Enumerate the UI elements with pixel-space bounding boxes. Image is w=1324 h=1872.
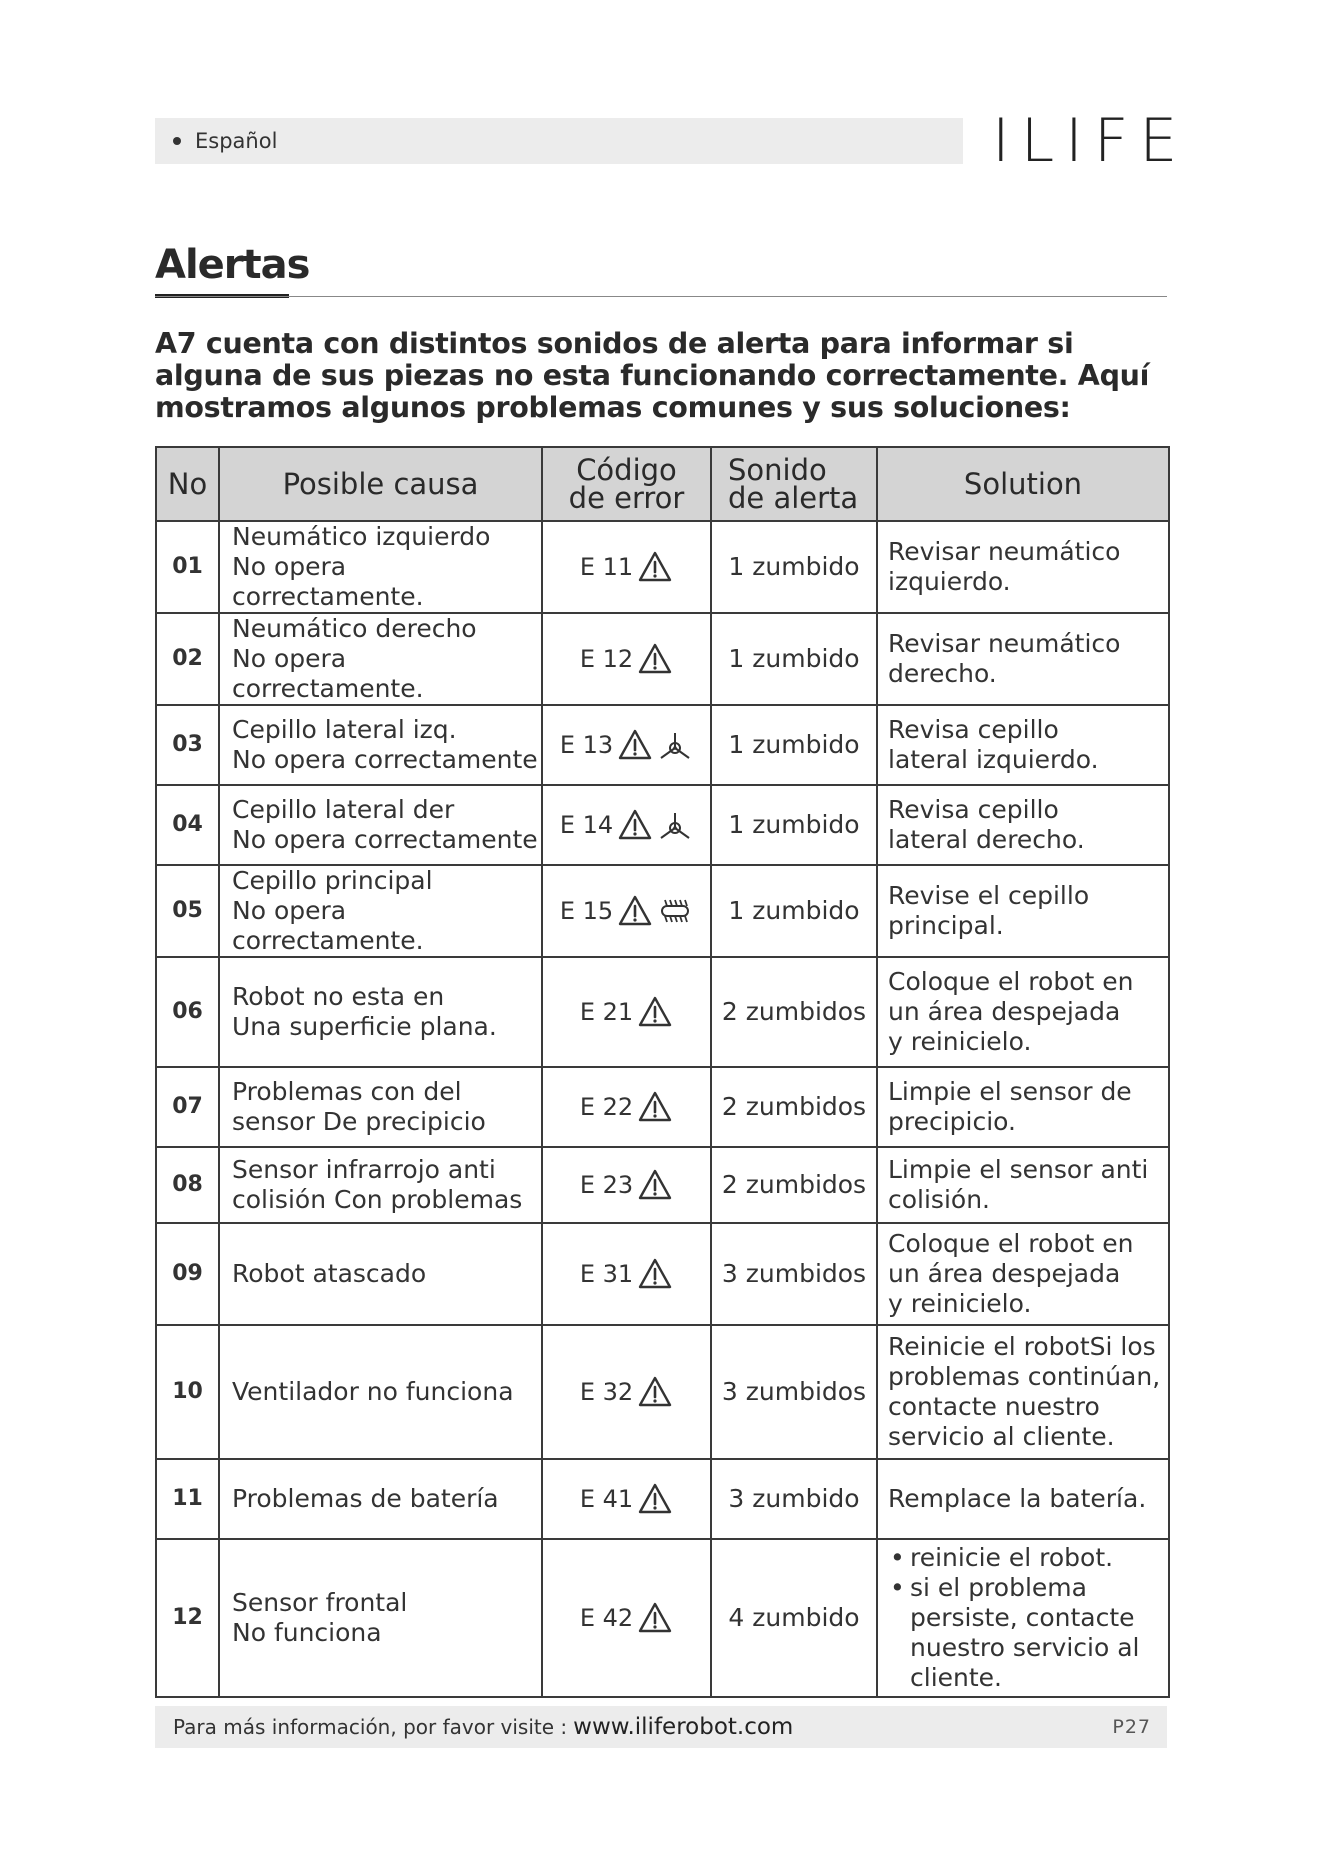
cause-line: Neumático izquierdo <box>232 522 491 551</box>
cause-line: Problemas con del <box>232 1077 462 1106</box>
error-code: E 42 <box>579 1604 634 1632</box>
main-brush-icon <box>657 894 693 928</box>
solution-cell <box>877 1067 1169 1147</box>
alert-sound-cell: 1 zumbido <box>711 785 877 865</box>
table-row <box>156 1223 1169 1325</box>
cause-line: Cepillo principal <box>232 866 433 895</box>
table-row <box>156 1067 1169 1147</box>
solution-cell <box>877 1459 1169 1539</box>
header-no: No <box>156 447 219 521</box>
cause-cell <box>219 1067 542 1147</box>
table-row <box>156 957 1169 1067</box>
row-number: 04 <box>156 785 219 865</box>
warning-icon <box>637 995 673 1029</box>
table-row <box>156 865 1169 957</box>
solution-line: Revisar neumático <box>888 629 1121 658</box>
warning-icon <box>637 642 673 676</box>
error-code: E 14 <box>559 811 614 839</box>
error-code: E 41 <box>579 1485 634 1513</box>
brand-logo: ILIFE <box>992 106 1189 176</box>
solution-line: Coloque el robot en <box>888 1229 1134 1258</box>
row-number: 03 <box>156 705 219 785</box>
solution-line: problemas continúan, <box>888 1362 1161 1391</box>
table-row <box>156 1539 1169 1697</box>
alert-sound-cell: 3 zumbido <box>711 1459 877 1539</box>
bullet-icon <box>173 137 181 145</box>
row-number: 08 <box>156 1147 219 1223</box>
solution-line: contacte nuestro <box>888 1392 1100 1421</box>
header-sound-line1: Sonido <box>728 453 827 487</box>
error-code: E 32 <box>579 1378 634 1406</box>
cause-cell <box>219 705 542 785</box>
solution-line: precipicio. <box>888 1107 1016 1136</box>
language-bar <box>155 118 963 164</box>
footer-bar <box>155 1706 1167 1748</box>
error-code-cell <box>542 785 711 865</box>
error-code: E 12 <box>579 645 634 673</box>
cause-line: sensor De precipicio <box>232 1107 486 1136</box>
table-row <box>156 785 1169 865</box>
cause-line: No opera correctamente <box>232 825 538 854</box>
cause-line: No funciona <box>232 1618 382 1647</box>
header-cause: Posible causa <box>219 447 542 521</box>
solution-line: derecho. <box>888 659 997 688</box>
table-row <box>156 705 1169 785</box>
warning-icon <box>617 894 653 928</box>
error-code: E 13 <box>559 731 614 759</box>
row-number: 02 <box>156 613 219 705</box>
error-code-cell <box>542 705 711 785</box>
error-code-cell <box>542 1067 711 1147</box>
page-title: Alertas <box>155 242 310 288</box>
cause-cell <box>219 521 542 613</box>
cause-cell <box>219 1459 542 1539</box>
cause-line: Ventilador no funciona <box>232 1377 514 1406</box>
error-code-cell <box>542 865 711 957</box>
page-number: P27 <box>1112 1716 1151 1738</box>
table-row <box>156 613 1169 705</box>
table-row <box>156 521 1169 613</box>
table-row <box>156 1147 1169 1223</box>
cause-line: Sensor infrarrojo anti <box>232 1155 496 1184</box>
warning-icon <box>637 1168 673 1202</box>
solution-line: un área despejada <box>888 997 1121 1026</box>
header-sound-line2: de alerta <box>728 481 859 515</box>
alert-sound-cell: 1 zumbido <box>711 865 877 957</box>
warning-icon <box>637 1601 673 1635</box>
solution-line: un área despejada <box>888 1259 1121 1288</box>
cause-cell <box>219 865 542 957</box>
error-code: E 15 <box>559 897 614 925</box>
cause-line: Cepillo lateral der <box>232 795 455 824</box>
row-number: 10 <box>156 1325 219 1459</box>
intro-paragraph: A7 cuenta con distintos sonidos de alerta para informar si alguna de sus piezas no esta funcionando correctamente. Aquí mostramos algunos problemas comunes y sus soluciones: <box>155 327 1150 424</box>
alert-sound-cell: 4 zumbido <box>711 1539 877 1697</box>
solution-cell <box>877 785 1169 865</box>
solution-line: y reinicielo. <box>888 1289 1032 1318</box>
cause-cell <box>219 1223 542 1325</box>
alert-sound-cell: 2 zumbidos <box>711 1067 877 1147</box>
solution-line: lateral izquierdo. <box>888 745 1099 774</box>
solution-line: lateral derecho. <box>888 825 1085 854</box>
cause-line: Robot no esta en <box>232 982 445 1011</box>
cause-cell <box>219 1147 542 1223</box>
solution-cell <box>877 1223 1169 1325</box>
alert-sound-cell: 3 zumbidos <box>711 1223 877 1325</box>
alert-sound-cell: 1 zumbido <box>711 613 877 705</box>
alerts-table-body <box>156 521 1169 1697</box>
cause-line: Neumático derecho <box>232 614 477 643</box>
solution-cell <box>877 957 1169 1067</box>
warning-icon <box>637 1257 673 1291</box>
table-row <box>156 1459 1169 1539</box>
solution-line: Coloque el robot en <box>888 967 1134 996</box>
side-brush-icon <box>657 728 693 762</box>
cause-line: No opera correctamente. <box>232 896 424 955</box>
solution-list <box>888 1543 1168 1693</box>
cause-cell <box>219 1539 542 1697</box>
solution-line: Revise el cepillo <box>888 881 1090 910</box>
error-code-cell <box>542 1325 711 1459</box>
alert-sound-cell: 2 zumbidos <box>711 1147 877 1223</box>
row-number: 06 <box>156 957 219 1067</box>
error-code: E 11 <box>579 553 634 581</box>
solution-bullet: • si el problema persiste, contacte nuestro servicio al cliente. <box>888 1573 1168 1693</box>
error-code: E 31 <box>579 1260 634 1288</box>
cause-cell <box>219 785 542 865</box>
alert-sound-cell: 2 zumbidos <box>711 957 877 1067</box>
language-label: Español <box>195 129 278 153</box>
solution-line: Limpie el sensor de <box>888 1077 1132 1106</box>
warning-icon <box>617 808 653 842</box>
alert-sound-cell: 1 zumbido <box>711 521 877 613</box>
alerts-table <box>155 446 1170 1698</box>
header-sound <box>711 447 877 521</box>
solution-cell <box>877 705 1169 785</box>
cause-line: No opera correctamente <box>232 745 538 774</box>
solution-line: y reinicielo. <box>888 1027 1032 1056</box>
cause-line: Cepillo lateral izq. <box>232 715 457 744</box>
cause-line: Problemas de batería <box>232 1484 499 1513</box>
row-number: 11 <box>156 1459 219 1539</box>
row-number: 12 <box>156 1539 219 1697</box>
alert-sound-cell: 1 zumbido <box>711 705 877 785</box>
solution-cell <box>877 521 1169 613</box>
warning-icon <box>637 1375 673 1409</box>
cause-line: No opera correctamente. <box>232 552 424 611</box>
error-code-cell <box>542 1539 711 1697</box>
cause-line: No opera correctamente. <box>232 644 424 703</box>
cause-line: Una superficie plana. <box>232 1012 497 1041</box>
warning-icon <box>637 1482 673 1516</box>
header-solution: Solution <box>877 447 1169 521</box>
error-code: E 22 <box>579 1093 634 1121</box>
solution-line: Limpie el sensor anti <box>888 1155 1149 1184</box>
row-number: 05 <box>156 865 219 957</box>
cause-line: Robot atascado <box>232 1259 427 1288</box>
error-code-cell <box>542 521 711 613</box>
title-rule <box>155 296 1167 297</box>
error-code-cell <box>542 957 711 1067</box>
footer-url[interactable]: www.iliferobot.com <box>573 1714 794 1740</box>
error-code-cell <box>542 613 711 705</box>
error-code: E 23 <box>579 1171 634 1199</box>
solution-line: Revisa cepillo <box>888 715 1059 744</box>
solution-cell <box>877 1539 1169 1697</box>
table-header-row <box>156 447 1169 521</box>
error-code-cell <box>542 1223 711 1325</box>
row-number: 07 <box>156 1067 219 1147</box>
cause-cell <box>219 613 542 705</box>
solution-line: Revisa cepillo <box>888 795 1059 824</box>
header-code-line1: Código <box>576 453 677 487</box>
table-row <box>156 1325 1169 1459</box>
solution-cell <box>877 865 1169 957</box>
error-code-cell <box>542 1147 711 1223</box>
solution-line: Remplace la batería. <box>888 1484 1147 1513</box>
error-code: E 21 <box>579 998 634 1026</box>
side-brush-icon <box>657 808 693 842</box>
footer-info: Para más información, por favor visite : <box>173 1715 568 1739</box>
warning-icon <box>617 728 653 762</box>
solution-line: Revisar neumático <box>888 537 1121 566</box>
cause-line: Sensor frontal <box>232 1588 408 1617</box>
solution-line: Reinicie el robotSi los <box>888 1332 1156 1361</box>
solution-line: izquierdo. <box>888 567 1011 596</box>
alert-sound-cell: 3 zumbidos <box>711 1325 877 1459</box>
warning-icon <box>637 1090 673 1124</box>
cause-line: colisión Con problemas <box>232 1185 523 1214</box>
row-number: 09 <box>156 1223 219 1325</box>
solution-line: colisión. <box>888 1185 990 1214</box>
solution-line: principal. <box>888 911 1004 940</box>
warning-icon <box>637 550 673 584</box>
solution-bullet: • reinicie el robot. <box>888 1543 1168 1573</box>
cause-cell <box>219 957 542 1067</box>
solution-line: servicio al cliente. <box>888 1422 1115 1451</box>
solution-cell <box>877 1147 1169 1223</box>
solution-cell <box>877 1325 1169 1459</box>
row-number: 01 <box>156 521 219 613</box>
cause-cell <box>219 1325 542 1459</box>
error-code-cell <box>542 1459 711 1539</box>
solution-cell <box>877 613 1169 705</box>
header-code-line2: de error <box>568 481 685 515</box>
header-code <box>542 447 711 521</box>
